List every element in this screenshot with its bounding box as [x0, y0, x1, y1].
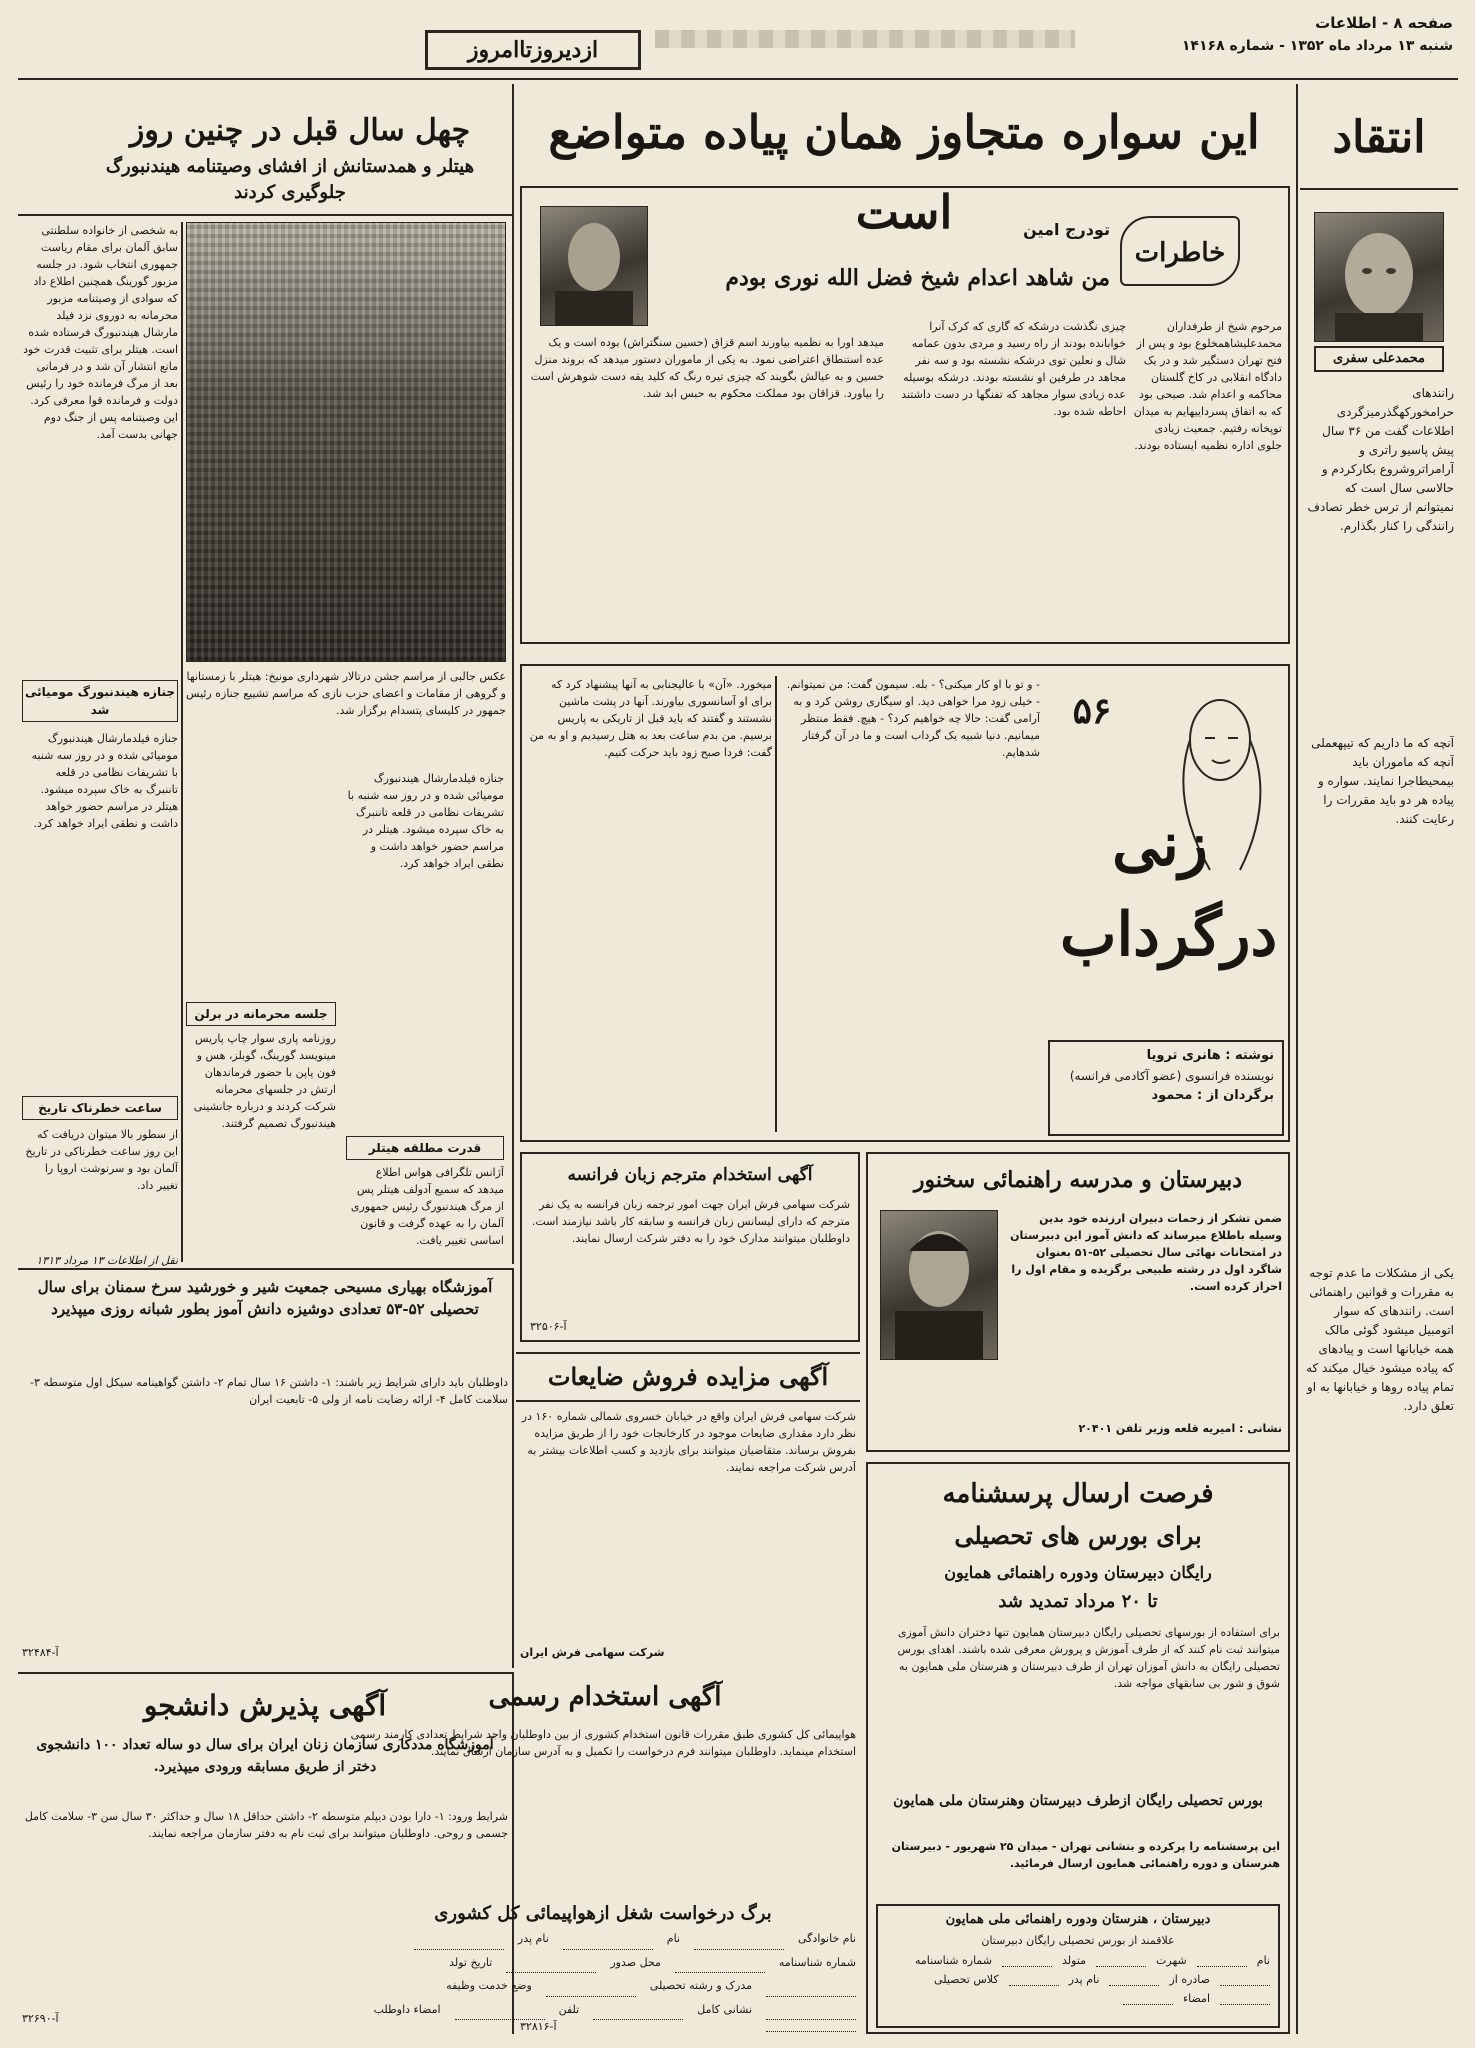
history-col-rule	[181, 222, 183, 1262]
school-ad-photo	[880, 1210, 998, 1360]
criticism-photo	[1314, 212, 1444, 342]
employment-field: نام خانوادگی	[798, 1932, 856, 1945]
memoir-photo	[540, 206, 648, 326]
employment-field-line[interactable]	[766, 2026, 856, 2032]
funeral-block	[22, 680, 178, 722]
history-body-middle: جنازه فیلدمارشال هیندنبورگ مومیائی شده و در روز سه شنبه با تشریفات نظامی در قلعه تاننبرگ به خاک سپرده میشود. هیتلر در مراسم حضور خواهد داشت و نطقی ایراد خواهد کرد.	[347, 772, 504, 870]
serial-author: نوشته : هانری ترویا	[1146, 1048, 1274, 1063]
criticism-photo-caption: محمدعلی سفری	[1314, 346, 1444, 372]
scholarship-form-fields	[886, 1954, 1270, 2005]
school-ad-body: ضمن تشکر از زحمات دبیران ارزنده خود بدین وسیله باطلاع میرساند که دانش آموز این دبیرستان در امتحانات نهائی سال تحصیلی ۵۲-۵۱ بعنوان شاگرد اول در رشته طبیعی برگزیده و مقام اول را احراز کرده است.	[1010, 1212, 1282, 1293]
masthead-rule	[18, 78, 1458, 80]
scholarship-form	[876, 1904, 1280, 2028]
employment-form	[350, 1932, 856, 2032]
history-photo	[186, 222, 506, 662]
employment-field-line[interactable]	[766, 2003, 856, 2021]
employment-field: وضع خدمت وظیفه	[446, 1979, 532, 1993]
employment-field: محل صدور	[610, 1955, 661, 1969]
employment-field: مدرک و رشته تحصیلی	[649, 1979, 752, 1993]
auction-signature: شرکت سهامی فرش ایران	[520, 1646, 665, 1659]
scholarship-field: متولد	[1062, 1954, 1087, 1967]
scholarship-field: نام پدر	[1068, 1973, 1100, 1986]
scholarship-field: کلاس تحصیلی	[934, 1973, 999, 1986]
criticism-body-1: رانندهای حرامخورکهگذرمیزگردی اطلاعات گفت من ۳۶ سال پیش پاسیو راتری و آرامراتروشروع بکارکردم و حالاسی سال است که نمیتوانم از ترس خطر تصادف رانندگی را کنار بگذارم.	[1307, 386, 1454, 533]
left-section-rule	[18, 1268, 512, 1270]
clock-body: از سطور بالا میتوان دریافت که این روز ساعت خطرناکی در تاریخ آلمان بود و سرنوشت اروپا را تغییر داد.	[25, 1128, 178, 1192]
serial-col-a: - و تو با او کار میکنی؟ - بله. سیمون گفت: من نمیتوانم. - خیلی زود مرا خواهی دید. او سیگاری روشن کرد و به آرامی گفت: حالا چه خواهیم کرد؟ - هیچ. فقط منتظر میمانیم. دنیا شبیه یک گرداب است و ما در آن گرفتار شدهایم.	[786, 678, 1040, 759]
memoir-col-b: چیزی نگذشت درشکه که گاری که کرک آنرا خوابانده بودند از راه رسید و مردی بدون عمامه شال و نعلین توی درشکه نشسته بود و سه نفر مجاهد در طرفین او نشسته بودند. درشکه بوسیله عده زیادی سوار مجاهد که تفنگها در دست داشتند احاطه شده بود.	[901, 320, 1126, 418]
school-ad-address: نشانی : امیریه قلعه وزیر تلفن ۲۰۴۰۱	[1078, 1422, 1282, 1435]
employment-headline: آگهی استخدام رسمی	[488, 1682, 722, 1712]
criticism-section	[1300, 84, 1458, 2034]
employment-field: نشانی کامل	[697, 2002, 752, 2016]
scholarship-field: نام	[1256, 1954, 1270, 1967]
employment-field: تلفن	[558, 2002, 580, 2016]
student-ad-subhead: آموزشگاه مددکاری سازمان زنان ایران برای سال دو ساله تعداد ۱۰۰ دانشجوی دختر از طریق مسابقه ورودی میپذیرد.	[36, 1737, 494, 1775]
memoir-logo: خاطرات	[1120, 216, 1240, 286]
scholarship-body: برای استفاده از بورسهای تحصیلی رایگان دبیرستان همایون تنها دختران دانش آموزی میتوانند ثبت نام کنند که از طرف آموزش و پرورش معرفی شده باشند. اهدای بورس تحصیلی رایگان به دانش آموزان تهران از طرف دبیرستان و هنرستان ملی همایون به شوق و شور بی سابقهای مواجه شد.	[897, 1626, 1280, 1690]
history-head-rule	[18, 214, 512, 216]
auction-left-rule	[512, 1268, 514, 1668]
employment-field: شماره شناسنامه	[778, 1955, 856, 1969]
history-subhead: هیتلر و همدستانش از افشای وصیتنامه هیندنبورگ جلوگیری کردند	[105, 156, 475, 203]
scholarship-field-line[interactable]	[1123, 1992, 1173, 2005]
page-label: صفحه ۸ - اطلاعات	[1315, 14, 1453, 32]
criticism-body-3: یکی از مشکلات ما عدم توجه به مقررات و قوانین راهنمائی است. رانندهای که سوار اتومبیل میشود گوئی مالک همه خیابانها است و پیادهای که پیاده میشود خیال میکند که تمام پیاده روها و خیابانها به او تعلق دارد.	[1306, 1266, 1454, 1413]
scholarship-field-line[interactable]	[1197, 1954, 1247, 1967]
employment-body: هواپیمائی کل کشوری طبق مقررات قانون استخدام کشوری از بین داوطلبان واجد شرایط تعدادی کارمند رسمی استخدام مینماید. داوطلبان میتوانند فرم درخواست را تکمیل و به آدرس سازمان ارسال نمایند.	[350, 1728, 856, 1758]
student-portrait-icon	[881, 1211, 997, 1359]
power-body: آژانس تلگرافی هواس اطلاع میدهد که سمیع آدولف هیتلر پس از مرگ هیندنبورگ رئیس جمهوری آلمان را به عهده گرفت و قانون اساسی تغییر یافت.	[350, 1166, 504, 1247]
employment-field-line[interactable]	[563, 1932, 653, 1950]
employment-field-line[interactable]	[546, 1979, 636, 1997]
scholarship-field: شماره شناسنامه	[914, 1954, 993, 1967]
memoir-headline: من شاهد اعدام شیخ فضل الله نوری بودم	[725, 265, 1110, 291]
student-ad-body: شرایط ورود: ۱- دارا بودن دیپلم متوسطه ۲- داشتن حداقل ۱۸ سال و حداکثر ۳۰ سال سن ۳- سلامت کامل جسمی و روحی. داوطلبان میتوانند برای ثبت نام به دفتر سازمان مراجعه نمایند.	[24, 1810, 508, 1840]
memoir-author: تودرج امین	[1023, 220, 1110, 239]
scholarship-line4: تا ۲۰ مرداد تمدید شد	[998, 1591, 1158, 1612]
funeral-title: جنازه هیندنبورگ مومیائی شد	[22, 680, 178, 722]
serial-col-rule	[775, 676, 777, 1132]
student-ad-headline: آگهی پذیرش دانشجو	[143, 1689, 387, 1722]
translator-ad-body: شرکت سهامی فرش ایران جهت امور ترجمه زبان فرانسه به یک نفر مترجم که دارای لیسانس زبان فرانسه و سابقه کار باشد نیازمند است. داوطلبان میتوانند مدارک خود را به دفتر شرکت ارسال نمایند.	[531, 1198, 850, 1245]
employment-field-line[interactable]	[506, 1956, 596, 1974]
column-tag: ازدیروزتاامروز	[425, 30, 641, 70]
serial-number: ۵۶	[1072, 690, 1112, 732]
auction-body: شرکت سهامی فرش ایران واقع در خیابان خسروی شمالی شماره ۱۶۰ در نظر دارد مقداری ضایعات موجود در کارخانجات خود را از طریق مزایده بفروش برساند. متقاضیان میتوانند برای بازدید و کسب اطلاعات بیشتر به آدرس شرکت مراجعه نمایند.	[521, 1410, 856, 1474]
scholarship-headline: فرصت ارسال پرسشنامه	[942, 1479, 1214, 1509]
history-right-rule	[512, 84, 514, 1264]
funeral-body: جنازه فیلدمارشال هیندنبورگ مومیائی شده و در روز سه شنبه با تشریفات نظامی در قلعه تاننبرگ به خاک سپرده میشود. هیتلر در مراسم حضور خواهد داشت و نطقی ایراد خواهد کرد.	[31, 732, 178, 830]
memoir-col-a: مرحوم شیخ از طرفداران محمدعلیشاهمخلوع بود و پس از فتح تهران دستگیر شد و در یک دادگاه انقلابی در کاخ گلستان محاکمه و اعدام شد. صبحی بود که به اتفاق پسرداییهایم به میدان توپخانه رفتیم. جمعیت زیادی جلوی اداره نظمیه ایستاده بودند.	[1133, 320, 1282, 452]
memoir-col-c: میدهد اورا به نظمیه بیاورند اسم قزاق (حسین سنگتراش) بوده است و یک عده استنطاق اعتراضی نمود. به یکی از ماموران دستور میدهد که بروند منزل حسین و به عیالش بگویند که چیزی تیره رنگ که کلید یقه دست شوهرش است را بیاورد. قزاقان بود مملکت محکوم به حبس ابد شد.	[530, 336, 884, 400]
scholarship-field-line[interactable]	[1009, 1973, 1059, 1986]
scholarship-field-line[interactable]	[1002, 1954, 1052, 1967]
employment-field-line[interactable]	[694, 1932, 784, 1950]
history-source: نقل از اطلاعات ۱۳ مرداد ۱۳۱۳	[36, 1254, 178, 1267]
scholarship-box-body: این پرسشنامه را پرکرده و بنشانی تهران - میدان ۲۵ شهریور - دبیرستان هنرستان و دوره راهنمائی همایون ارسال فرمائید.	[891, 1840, 1280, 1870]
clock-title: ساعت خطرناک تاریخ	[22, 1096, 178, 1120]
serial-author-role: نویسنده فرانسوی (عضو آکادمی فرانسه)	[1069, 1069, 1274, 1083]
serial-title: زنی درگرداب	[1060, 810, 1278, 970]
employment-field-line[interactable]	[675, 1956, 765, 1974]
scholarship-field: صادره از	[1169, 1973, 1210, 1986]
date-line: شنبه ۱۳ مرداد ماه ۱۳۵۲ - شماره ۱۴۱۶۸	[1181, 38, 1453, 54]
employment-form-title: برگ درخواست شغل ازهواپیمائی کل کشوری	[434, 1903, 772, 1924]
auction-headline: آگهی مزایده فروش ضایعات	[516, 1352, 860, 1402]
scholarship-field-line[interactable]	[1220, 1973, 1270, 1986]
employment-field: نام	[666, 1932, 681, 1945]
employment-field-line[interactable]	[766, 1979, 856, 1997]
scholarship-field-line[interactable]	[1096, 1954, 1146, 1967]
scholarship-field-line[interactable]	[1109, 1973, 1159, 1986]
history-body: به شخصی از خانواده سلطنتی سابق آلمان برای مقام ریاست جمهوری انتخاب شود. در جلسه مزبور گورینگ همچنین اطلاع داد که سوادی از وصیتنامه مزبور محرمانه به دوروی نزد فیلد مارشال هیندنبورگ فرستاده شده است. هیتلر برای تثبیت قدرت خود مانع انتشار آن شد و در فرمانی بعد از مرگ فرمانده خود را رئیس دولت و فرمانده قوا معرفی کرد. این وصیتنامه پس از جنگ دوم جهانی بدست آمد.	[23, 224, 178, 441]
masthead-banner-strip	[655, 30, 1075, 48]
scholarship-form-sub: علاقمند از بورس تحصیلی رایگان دبیرستان	[981, 1934, 1175, 1947]
student-ad-code: آ-۳۲۶۹۰	[22, 2012, 59, 2025]
employment-code: آ-۳۲۸۱۶	[520, 2020, 557, 2033]
masthead	[0, 0, 1475, 80]
serial-credits	[1048, 1040, 1284, 1136]
translator-ad-title: آگهی استخدام مترجم زبان فرانسه	[567, 1165, 813, 1185]
criticism-section-title: انتقاد	[1300, 88, 1458, 190]
scholarship-line3: رایگان دبیرستان ودوره راهنمائی همایون	[944, 1563, 1212, 1582]
session-body: روزنامه پاری سوار چاپ پاریس مینویسد گورینگ، گوبلز، هس و فون پاپن با حضور فرماندهان ارتش در جلسهای محرمانه شرکت کردند و درباره جانشینی هیندنبورگ تصمیم گرفتند.	[193, 1032, 336, 1130]
employment-field: امضاء داوطلب	[373, 2002, 441, 2016]
power-title: قدرت مطلقه هیتلر	[346, 1136, 504, 1160]
employment-field-line[interactable]	[414, 1932, 504, 1950]
nursing-ad-body: داوطلبان باید دارای شرایط زیر باشند: ۱- داشتن ۱۶ سال تمام ۲- داشتن گواهینامه سیکل اول متوسطه ۳- سلامت کامل ۴- ارائه رضایت نامه از ولی ۵- تابعیت ایران	[29, 1376, 508, 1406]
scholarship-subhead: برای بورس های تحصیلی	[954, 1521, 1202, 1550]
history-headline: چهل سال قبل در چنین روز	[129, 113, 471, 148]
history-photo-caption: عکس جالبی از مراسم جشن درتالار شهرداری مونیخ: هیتلر با زمستانها و گروهی از مقامات و اعضای حزب نازی که مراسم تشییع جنازه رئیس جمهور در کلیسای پتسدام برگزار شد.	[186, 670, 506, 717]
scholarship-field: شهرت	[1156, 1954, 1187, 1967]
nursing-ad-headline: آموزشگاه بهیاری مسیحی جمعیت شیر و خورشید سرخ سمنان برای سال تحصیلی ۵۲-۵۳ تعدادی دوشیزه دانش آموز بطور شبانه روزی میپذیرد	[37, 1278, 493, 1318]
employment-field: تاریخ تولد	[449, 1955, 493, 1969]
school-ad-headline: دبیرستان و مدرسه راهنمائی سخنور	[913, 1167, 1243, 1193]
translator-ad-code: آ-۳۲۵۰۶	[530, 1320, 567, 1333]
scholarship-field-line[interactable]	[1220, 1992, 1270, 2005]
scholarship-field: امضاء	[1182, 1992, 1210, 2005]
employment-field: نام پدر	[517, 1932, 549, 1945]
nursing-ad-code: آ-۳۲۴۸۴	[22, 1646, 59, 1659]
scholarship-box-title: بورس تحصیلی رایگان ازطرف دبیرستان وهنرستان ملی همایون	[893, 1793, 1263, 1809]
main-headline: این سواره متجاوز همان پیاده متواضع است	[548, 105, 1260, 239]
person-portrait-icon	[541, 207, 647, 325]
person-portrait-icon	[1315, 213, 1443, 341]
criticism-divider	[1296, 84, 1298, 2034]
employment-field-line[interactable]	[593, 2003, 683, 2021]
session-title: جلسه محرمانه در برلن	[186, 1002, 336, 1026]
serial-translator: برگردان از : محمود	[1151, 1088, 1274, 1103]
scholarship-form-title: دبیرستان ، هنرستان ودوره راهنمائی ملی همایون	[945, 1912, 1211, 1927]
serial-col-b: میخورد. «آن» با عالیجنابی به آنها پیشنهاد کرد که برای او آسانسوری بیاورند. آنها در پشت ماشین نشستند و گفتند که باید قبل از تاریکی به پاریس برسیم. من بدم ساعت بعد به هتل رسیدیم و او به من گفت: فردا صبح زود باید حرکت کنیم.	[529, 678, 772, 759]
criticism-body-2: آنچه که ما داریم که تیپهعملی آنچه که ماموران باید بیمحیطاجرا نمایند. سواره و پیاده هر دو باید مقررات را رعایت کنند.	[1311, 736, 1454, 826]
